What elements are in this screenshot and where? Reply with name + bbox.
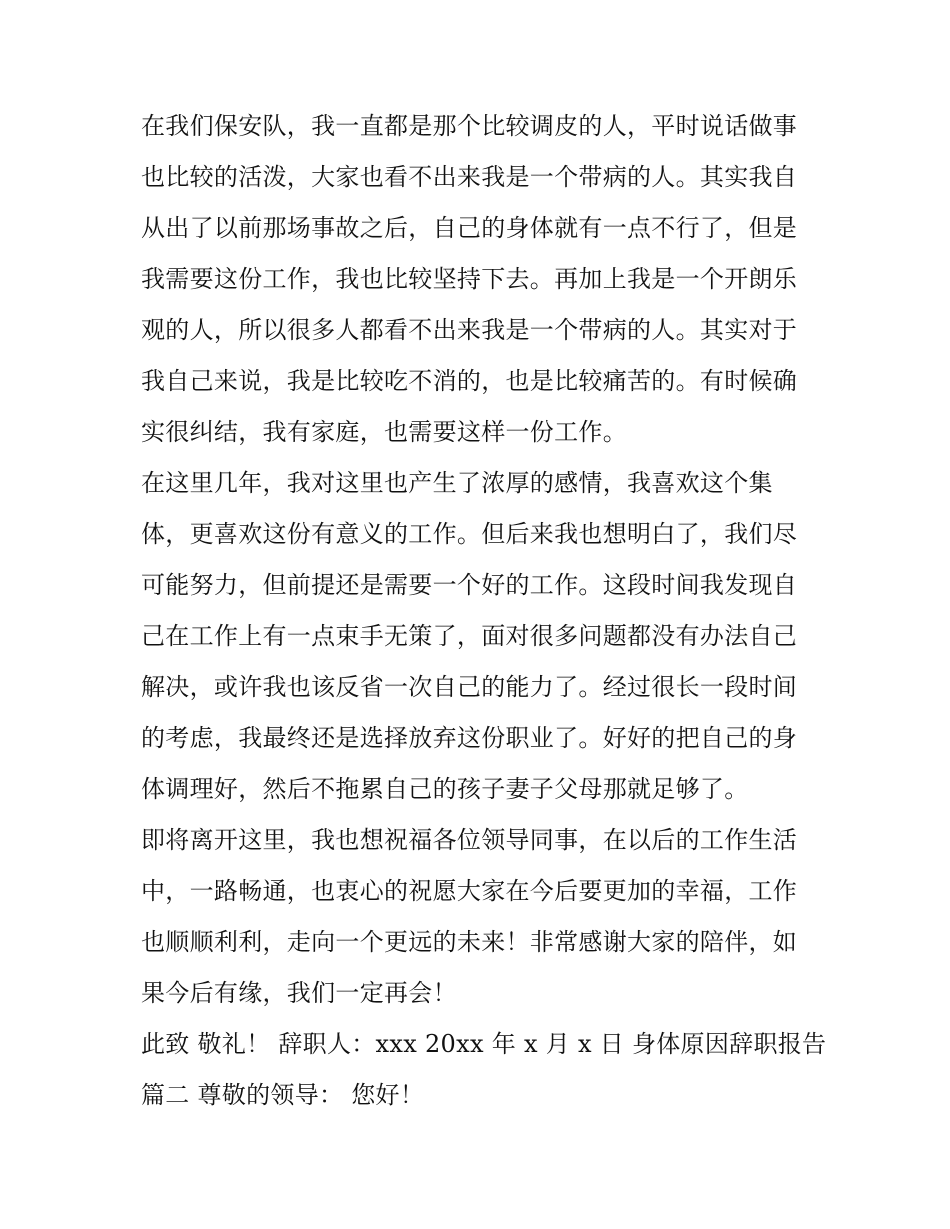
text-line: 篇二 尊敬的领导： 您好！ bbox=[141, 1081, 425, 1109]
text-line: 的考虑，我最终还是选择放弃这份职业了。好好的把自己的身 bbox=[141, 724, 798, 752]
text-line: 即将离开这里，我也想祝福各位领导同事，在以后的工作生活 bbox=[141, 826, 798, 854]
text-line: 也顺顺利利，走向一个更远的未来！非常感谢大家的陪伴，如 bbox=[141, 928, 798, 956]
text-line: 果今后有缘，我们一定再会！ bbox=[141, 979, 457, 1007]
text-line: 在这里几年，我对这里也产生了浓厚的感情，我喜欢这个集 bbox=[141, 469, 773, 497]
text-line: 我需要这份工作，我也比较坚持下去。再加上我是一个开朗乐 bbox=[141, 265, 798, 293]
text-line: 可能努力，但前提还是需要一个好的工作。这段时间我发现自 bbox=[141, 571, 798, 599]
text-line: 此致 敬礼！ 辞职人：xxx 20xx 年 x 月 x 日 身体原因辞职报告 bbox=[141, 1030, 827, 1058]
text-line: 体，更喜欢这份有意义的工作。但后来我也想明白了，我们尽 bbox=[141, 520, 798, 548]
text-line: 我自己来说，我是比较吃不消的，也是比较痛苦的。有时候确 bbox=[141, 367, 798, 395]
text-line: 也比较的活泼，大家也看不出来我是一个带病的人。其实我自 bbox=[141, 163, 798, 191]
text-line: 体调理好，然后不拖累自己的孩子妻子父母那就足够了。 bbox=[141, 775, 749, 803]
document-body bbox=[141, 101, 827, 1121]
text-line: 实很纠结，我有家庭，也需要这样一份工作。 bbox=[141, 418, 627, 446]
text-line: 解决，或许我也该反省一次自己的能力了。经过很长一段时间 bbox=[141, 673, 798, 701]
text-line: 在我们保安队，我一直都是那个比较调皮的人，平时说话做事 bbox=[141, 112, 798, 140]
text-line: 观的人，所以很多人都看不出来我是一个带病的人。其实对于 bbox=[141, 316, 798, 344]
text-line: 己在工作上有一点束手无策了，面对很多问题都没有办法自己 bbox=[141, 622, 798, 650]
text-line: 中，一路畅通，也衷心的祝愿大家在今后要更加的幸福，工作 bbox=[141, 877, 798, 905]
text-line: 从出了以前那场事故之后，自己的身体就有一点不行了，但是 bbox=[141, 214, 798, 242]
